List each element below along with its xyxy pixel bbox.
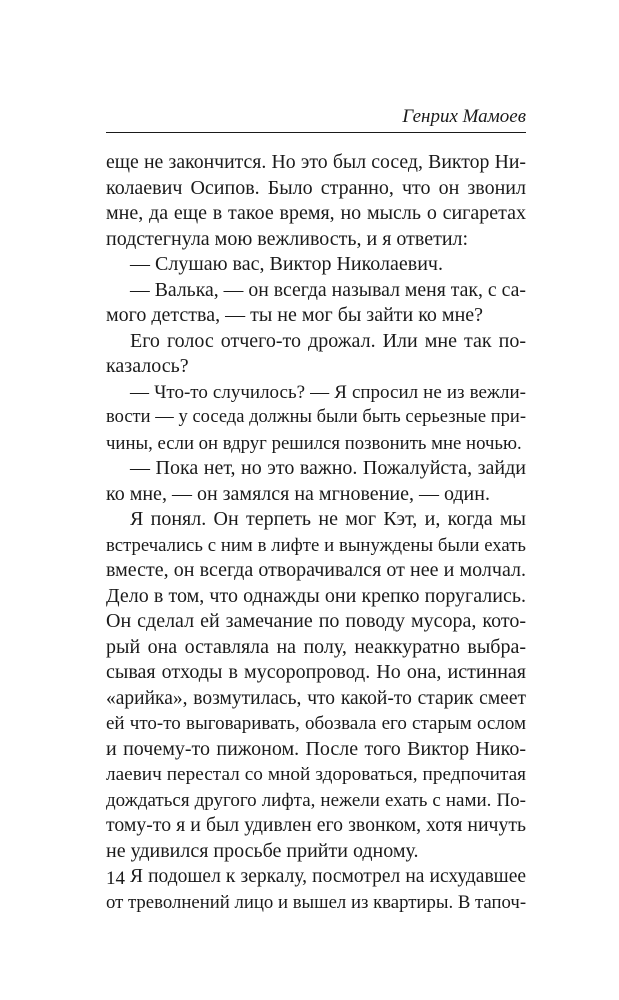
page-number: 14 [106, 868, 125, 889]
text-line: еще не закончится. Но это был сосед, Виктор Ни- [106, 151, 526, 173]
text-line: вости — у соседа должны были быть серьезные при- [106, 407, 526, 428]
text-line: — Пока нет, но это важно. Пожалуйста, зайди [130, 457, 526, 480]
running-head: Генрих Мамоев [402, 106, 526, 127]
text-line: «арийка», возмутилась, что какой-то старик смеет [106, 687, 526, 709]
header-rule [106, 132, 526, 133]
text-line: и почему-то пижоном. После того Виктор Нико- [106, 737, 526, 760]
text-line: ей что-то выговаривать, обозвала его старым ослом [106, 713, 526, 735]
text-line: Дело в том, что однажды они крепко поругались. [106, 584, 526, 607]
text-line: подстегнула мою вежливость, и я ответил: [106, 227, 469, 250]
text-line: ко мне, — он замялся на мгновение, — один. [106, 482, 490, 505]
text-line: Его голос отчего-то дрожал. Или мне так по- [130, 329, 526, 352]
text-line: колаевич Осипов. Было странно, что он звонил [106, 176, 526, 199]
text-line: Он сделал ей замечание по поводу мусора, кото- [106, 610, 526, 633]
text-line: не удивился просьбе прийти одному. [106, 839, 419, 862]
text-line: Я подошел к зеркалу, посмотрел на исхудавшее [130, 866, 526, 888]
text-line: дождаться другого лифта, нежели ехать с нами. По- [106, 789, 526, 811]
text-line: — Валька, — он всегда называл меня так, с са- [130, 278, 526, 301]
text-line: — Что-то случилось? — Я спросил не из вежли- [130, 381, 526, 403]
text-line: лаевич перестал со мной здороваться, предпочитая [106, 764, 526, 786]
text-line: — Слушаю вас, Виктор Николаевич. [130, 253, 443, 276]
text-line: казалось? [106, 355, 189, 378]
text-line: Я понял. Он терпеть не мог Кэт, и, когда мы [130, 508, 526, 531]
text-line: рый она оставляла на полу, неаккуратно выбра- [106, 635, 526, 658]
text-line: от треволнений лицо и вышел из квартиры. В тапоч- [106, 891, 527, 913]
text-line: мого детства, — ты не мог бы зайти ко мне? [106, 304, 484, 327]
text-line: сывая отходы в мусоропровод. Но она, истинная [106, 661, 526, 684]
text-line: мне, да еще в такое время, но мысль о сигаретах [106, 202, 526, 225]
text-line: тому-то я и был удивлен его звонком, хотя ничуть [106, 814, 526, 837]
body-text [106, 150, 526, 915]
text-line: встречались с ним в лифте и вынуждены были ехать [106, 534, 526, 556]
text-line: вместе, он всегда отворачивался от нее и молчал. [106, 559, 526, 582]
text-line: чины, если он вдруг решился позвонить мне ночью. [106, 432, 522, 454]
